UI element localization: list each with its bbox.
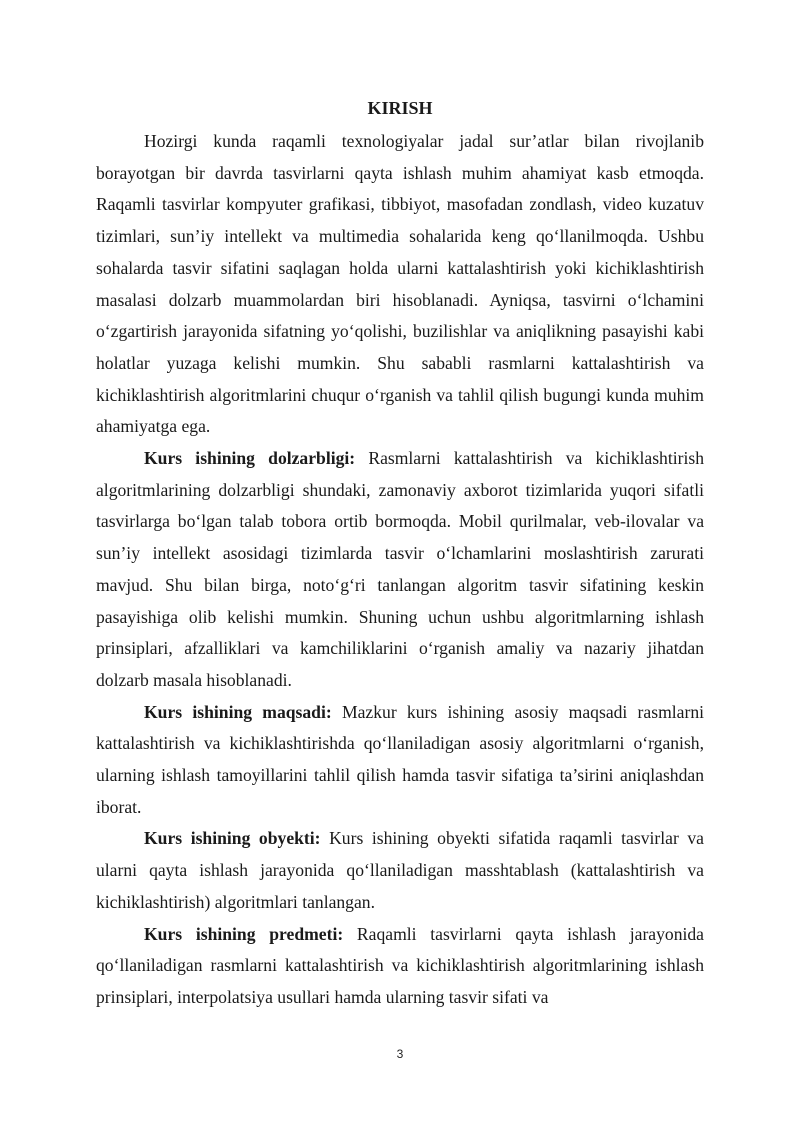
- paragraph-text: Kurs ishining obyekti sifatida raqamli tasvirlar va ularni qayta ishlash jarayonida qo‘llaniladigan masshtablash (kattalashtirish va kichiklashtirish) algoritmlari tanlangan.: [96, 828, 704, 912]
- paragraph-lead: Kurs ishining obyekti:: [144, 828, 321, 849]
- page-number: 3: [396, 1047, 404, 1061]
- paragraph-text: Mazkur kurs ishining asosiy maqsadi rasmlarni kattalashtirish va kichiklashtirishda qo‘llaniladigan asosiy algoritmlarni o‘rganish, ularning ishlash tamoyillarini tahlil qilish hamda tasvir sifatiga ta’sirini aniqlashdan iborat.: [96, 701, 704, 817]
- paragraph-intro: [96, 126, 704, 443]
- paragraph-text: Hozirgi kunda raqamli texnologiyalar jadal sur’atlar bilan rivojlanib borayotgan bir davrda tasvirlarni qayta ishlash muhim ahamiyat kasb etmoqda. Raqamli tasvirlar kompyuter grafikasi, tibbiyot, masofadan zondlash, video kuzatuv tizimlari, sun’iy intellekt va multimedia sohalarida keng qo‘llanilmoqda. Ushbu sohalarda tasvir sifatini saqlagan holda ularni kattalashtirish yoki kichiklashtirish masalasi dolzarb muammolardan biri hisoblanadi. Ayniqsa, tasvirni o‘lchamini o‘zgartirish jarayonida sifatning yo‘qolishi, buzilishlar va aniqlikning pasayishi kabi holatlar yuzaga kelishi mumkin. Shu sababli rasmlarni kattalashtirish va kichiklashtirish algoritmlarini chuqur o‘rganish va tahlil qilish bugungi kunda muhim ahamiyatga ega.: [96, 131, 704, 437]
- paragraph-relevance: [96, 443, 704, 697]
- document-body: [96, 92, 704, 1014]
- paragraph-lead: Kurs ishining maqsadi:: [144, 701, 332, 722]
- paragraph-object: [96, 823, 704, 918]
- paragraph-text: Rasmlarni kattalashtirish va kichiklashtirish algoritmlarining dolzarbligi shundaki, zamonaviy axborot tizimlarida yuqori sifatli tasvirlarga bo‘lgan talab tobora ortib bormoqda. Mobil qurilmalar, veb-ilovalar va sun’iy intellekt asosidagi tizimlarda tasvir o‘lchamlarini moslashtirish zarurati mavjud. Shu bilan birga, noto‘g‘ri tanlangan algoritm tasvir sifatining keskin pasayishiga olib kelishi mumkin. Shuning uchun ushbu algoritmlarning ishlash prinsiplari, afzalliklari va kamchiliklarini o‘rganish amaliy va nazariy jihatdan dolzarb masala hisoblanadi.: [96, 448, 705, 690]
- paragraph-goal: [96, 697, 704, 824]
- paragraph-lead: Kurs ishining predmeti:: [144, 923, 344, 944]
- page-title: KIRISH: [367, 98, 433, 118]
- paragraph-lead: Kurs ishining dolzarbligi:: [144, 448, 356, 469]
- paragraph-text: Raqamli tasvirlarni qayta ishlash jarayonida qo‘llaniladigan rasmlarni kattalashtirish va kichiklashtirish algoritmlarining ishlash prinsiplari, interpolatsiya usullari hamda ularning tasvir sifati va: [96, 923, 704, 1007]
- paragraph-subject: [96, 919, 704, 1014]
